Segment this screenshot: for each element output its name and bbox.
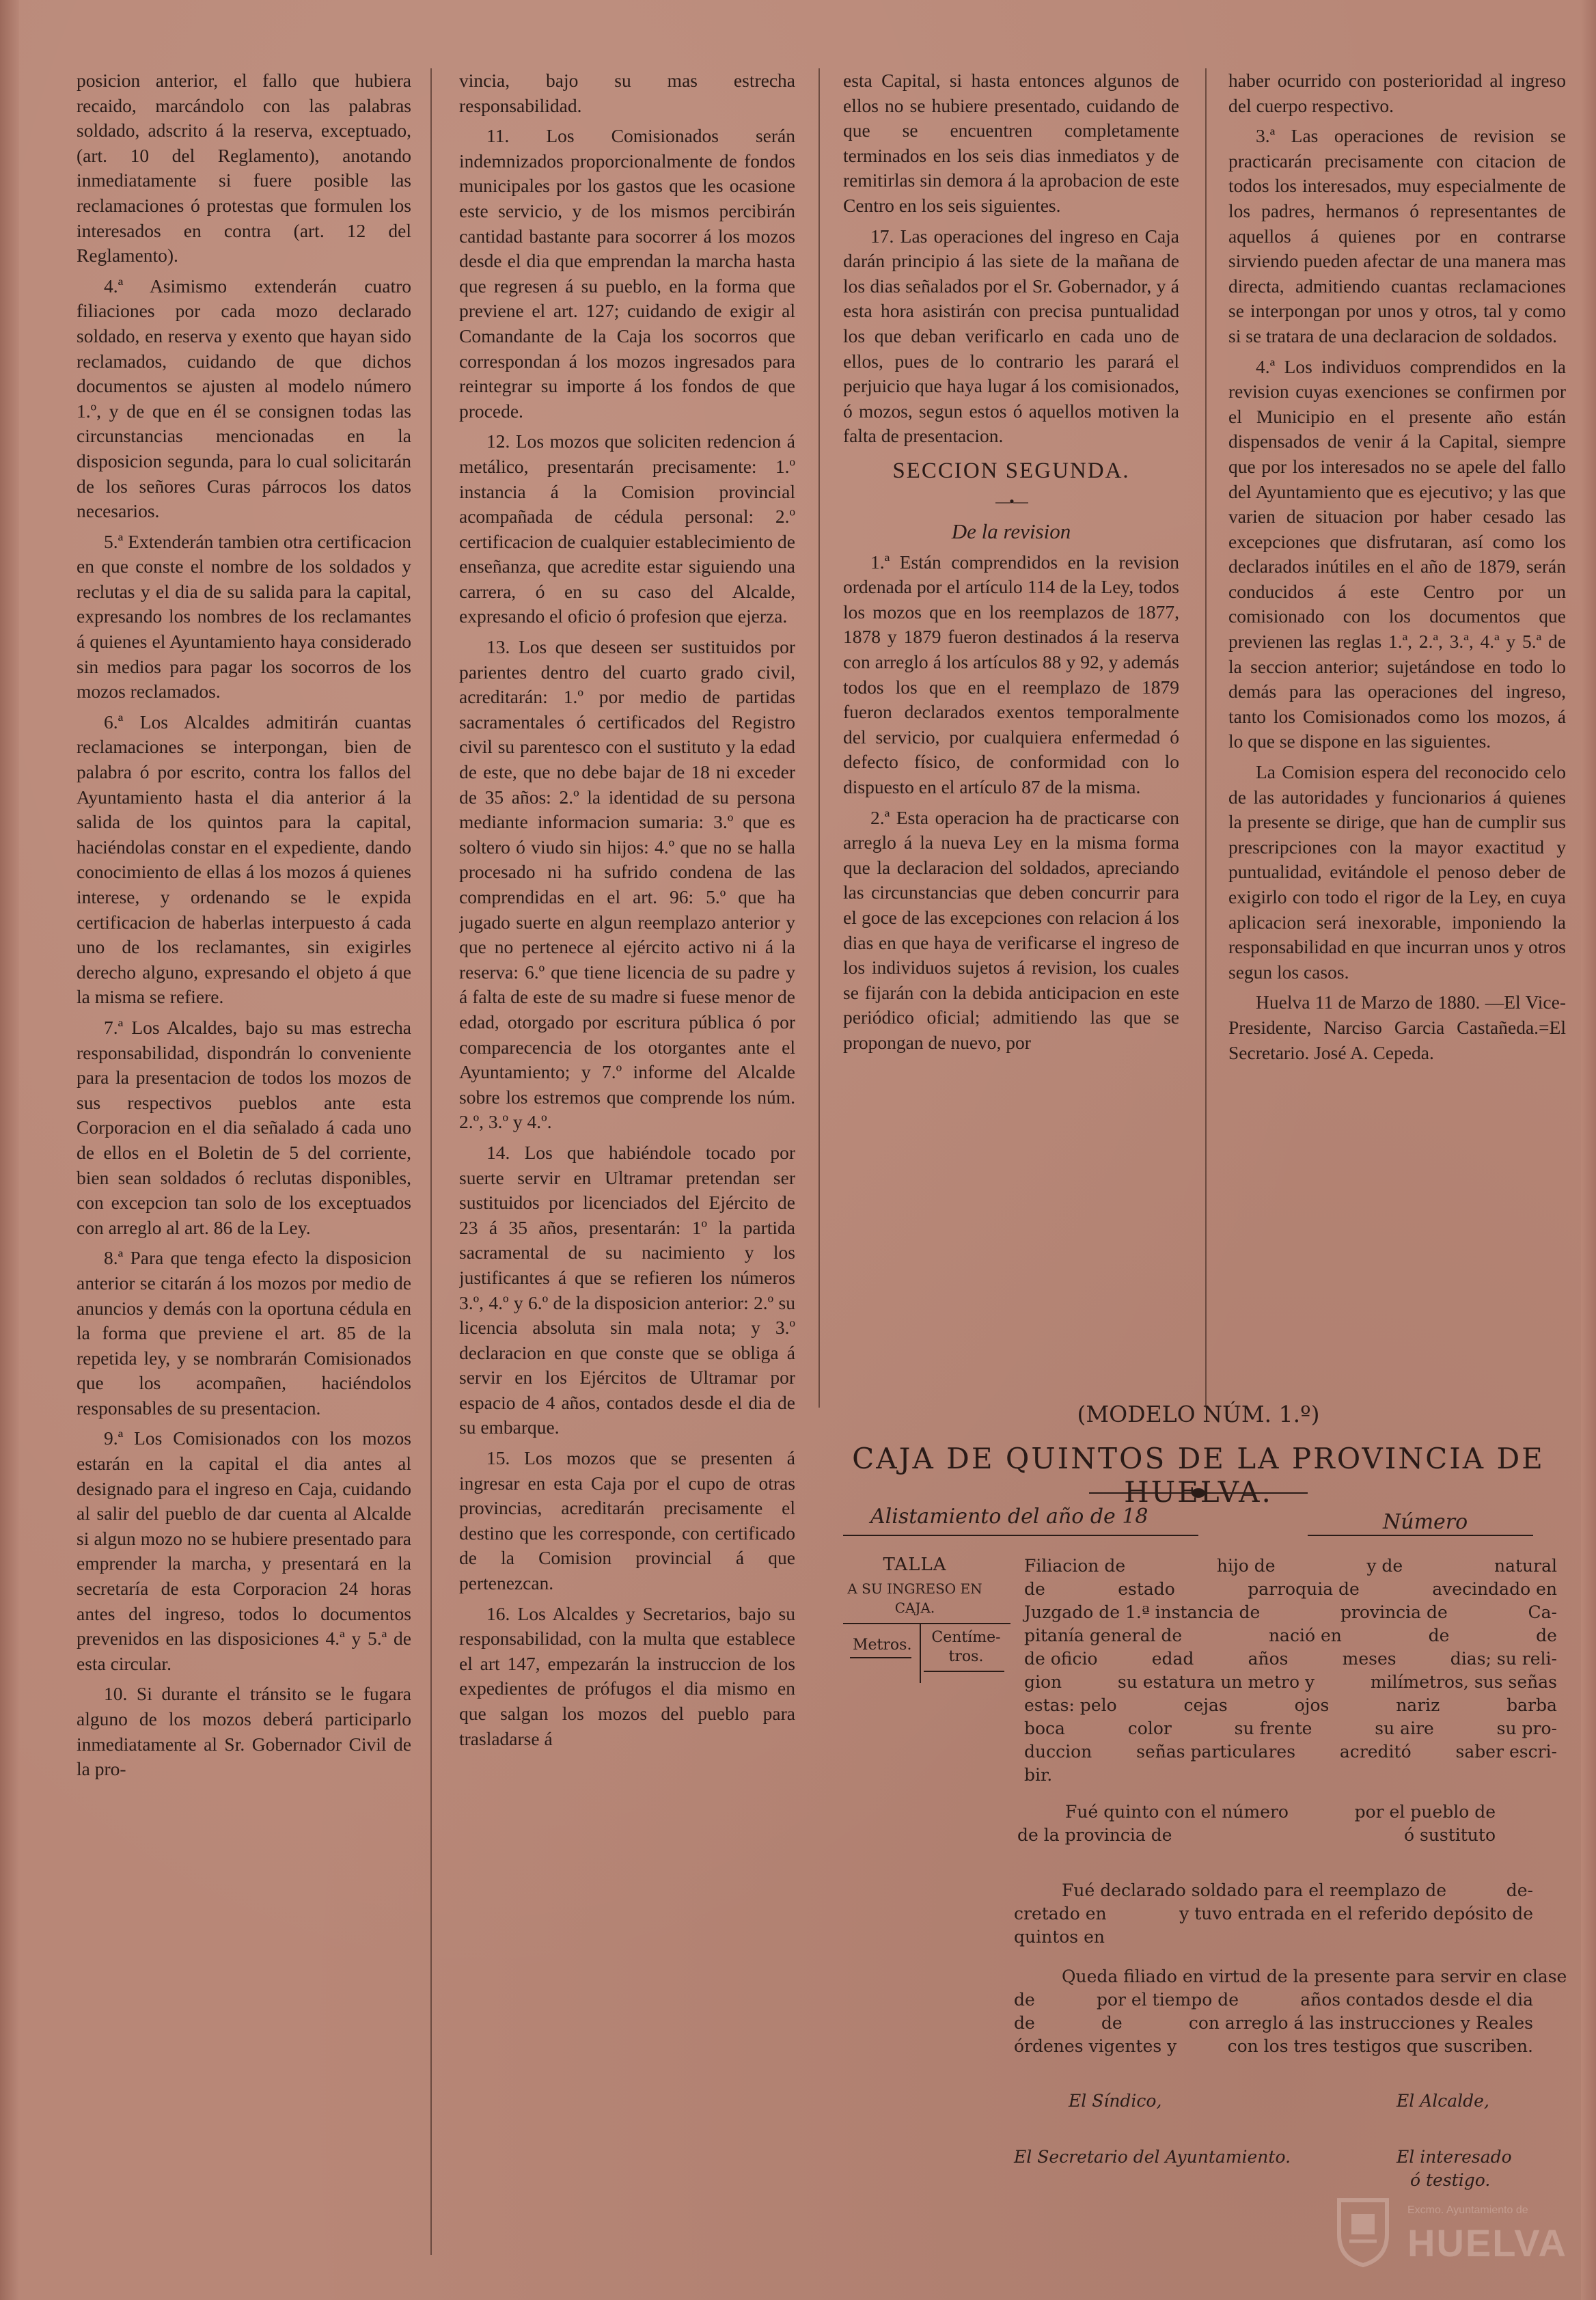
form-fragment: y de bbox=[1366, 1556, 1403, 1576]
form-fragment: cejas bbox=[1183, 1695, 1228, 1715]
column-divider bbox=[430, 68, 432, 2255]
form-fragment: de bbox=[1024, 1579, 1045, 1599]
form-fragment: de la provincia de bbox=[1017, 1825, 1172, 1845]
form-fragment: su estatura un metro y bbox=[1117, 1672, 1315, 1692]
paragraph: 16. Los Alcaldes y Secretarios, bajo su responsabilidad, con la multa que establece el art 147, empezarán la instruccion de los expedientes de prófugos el dia mismo en que salgan los mozos del pueblo para trasladarse á bbox=[459, 1602, 795, 1749]
form-fragment: años contados desde el dia bbox=[1300, 1990, 1533, 2010]
form-fragment: meses bbox=[1342, 1649, 1396, 1669]
form-fragment: con los tres testigos que suscriben. bbox=[1227, 2036, 1533, 2056]
form-line bbox=[1024, 1578, 1557, 1601]
form-fragment: acreditó bbox=[1339, 1742, 1412, 1762]
page-edge-right bbox=[1581, 0, 1596, 2300]
text-column-1 bbox=[77, 68, 411, 2255]
form-fragment: milímetros, sus señas bbox=[1370, 1672, 1557, 1692]
paragraph: 15. Los mozos que se presenten á ingresar en esta Caja por el cupo de otras provincias, acreditarán precisamente el destino que les corresponde, con certificado de la Comision provincial á que pertenezcan. bbox=[459, 1447, 795, 1594]
column-divider bbox=[1205, 68, 1207, 1408]
form-fragment: y tuvo entrada en el referido depósito de bbox=[1179, 1904, 1533, 1923]
numero-label: Número bbox=[1383, 1510, 1468, 1534]
form-fragment: boca bbox=[1024, 1719, 1065, 1738]
form-fragment: de oficio bbox=[1024, 1649, 1098, 1669]
form-fragment: de bbox=[1014, 2013, 1035, 2033]
form-fragment: hijo de bbox=[1216, 1556, 1276, 1576]
form-line bbox=[1024, 1717, 1557, 1740]
fill-line bbox=[1308, 1535, 1533, 1536]
table-rule bbox=[920, 1624, 921, 1683]
form-fragment: saber escri- bbox=[1455, 1742, 1557, 1762]
form-line bbox=[1024, 1555, 1557, 1578]
paragraph: 4.ª Los individuos comprendidos en la revision cuyas exenciones se confirmen por el Municipio en el presente año están dispensados de venir á la Capital, siempre que por los interesados no se apele del fallo del Ayuntamiento que es ejecutivo; y las que varien de situacion por haber cesado las excepciones que disfrutaran, así como los declarados inútiles en el año de 1879, serán conducidos á este Centro por un comisionado con los documentos que previenen las reglas 1.ª, 2.ª, 3.ª, 4.ª y 5.ª de la seccion anterior; sujetándose en todo lo demás para las operaciones del ingreso, tanto los Comisionados como los mozos, á lo que se dispone en las siguientes. bbox=[1228, 355, 1566, 752]
centimetros-line-2: tros. bbox=[948, 1648, 984, 1665]
form-fragment: de bbox=[1428, 1626, 1450, 1645]
watermark-text: HUELVA bbox=[1407, 2221, 1567, 2264]
form-line bbox=[1014, 2012, 1533, 2035]
text-column-3 bbox=[843, 68, 1179, 1401]
form-fragment: de bbox=[1014, 1990, 1035, 2010]
section-ornament: —•— bbox=[995, 492, 1027, 510]
form-fragment: su aire bbox=[1375, 1719, 1434, 1738]
paragraph: 10. Si durante el tránsito se le fugara alguno de los mozos deberá participarlo inmediatamente al Sr. Gobernador Civil de la pro- bbox=[77, 1683, 411, 1780]
talla-sub-line-1: A SU INGRESO EN bbox=[847, 1580, 982, 1597]
ornament-divider bbox=[1089, 1488, 1308, 1498]
form-fragment: bir. bbox=[1024, 1765, 1053, 1785]
section-subheading: De la revision bbox=[951, 519, 1071, 544]
filiacion-form-model bbox=[829, 1401, 1567, 2255]
form-fragment: ojos bbox=[1294, 1695, 1330, 1715]
column-divider bbox=[818, 68, 820, 1408]
form-line bbox=[1017, 1801, 1496, 1824]
page-edge-left bbox=[0, 0, 19, 2300]
form-fragment: años bbox=[1248, 1649, 1289, 1669]
form-fragment: de bbox=[1101, 2013, 1123, 2033]
form-line bbox=[1024, 1624, 1557, 1647]
form-line bbox=[1014, 2035, 1533, 2058]
text-column-2 bbox=[459, 68, 795, 2255]
form-fragment: parroquia de bbox=[1248, 1579, 1360, 1599]
form-fragment: avecindado en bbox=[1432, 1579, 1557, 1599]
talla-subheading bbox=[843, 1579, 987, 1617]
paragraph: esta Capital, si hasta entonces algunos de ellos no se hubiere presentado, cuidando de que se encuentren completamente terminados en los seis dias inmediatos y de remitirlas sin demora á la aprobacion de este Centro en los seis siguientes. bbox=[843, 70, 1179, 216]
form-fragment: quintos en bbox=[1014, 1927, 1105, 1947]
form-fragment: órdenes vigentes y bbox=[1014, 2036, 1177, 2056]
metros-label: Metros. bbox=[853, 1637, 912, 1654]
form-fragment: su frente bbox=[1234, 1719, 1312, 1738]
form-line bbox=[1024, 1740, 1557, 1764]
form-line bbox=[1014, 1988, 1533, 2012]
paragraph: 13. Los que deseen ser sustituidos por parientes dentro del cuarto grado civil, acreditarán: 1.º por medio de partidas sacramentales ó certificados del Registro civil su parentesco con el sustituto y la edad de este, que no debe bajar de 18 ni exceder de 35 años: 2.º la identidad de su persona mediante informacion sumaria: 3.º que es soltero ó viudo sin hijos: 4.º que no se halla procesado ni ha sufrido condena de las comprendidas en el art. 96: 5.º que ha jugado suerte en algun reemplazo anterior y que no pertenece al ejército activo ni á la reserva: 6.º que tiene licencia de su padre y á falta de este de su madre si fuese menor de edad, otorgado por escritura pública ó por comparecencia de los otorgantes ante el Ayuntamiento; y 7.º informe del Alcalde sobre los estremos que comprende los núm. 2.º, 3.º y 4.º. bbox=[459, 636, 795, 1133]
paragraph: 8.ª Para que tenga efecto la disposicion anterior se citarán á los mozos por medio de anuncios y demás con la oportuna cédula en la forma que previene el art. 85 de la repetida ley, y se nombrarán Comisionados que los acompañen, haciéndolos responsables de su presentacion. bbox=[77, 1247, 411, 1419]
model-number-label: (MODELO NÚM. 1.º) bbox=[1077, 1401, 1320, 1427]
paragraph: 11. Los Comisionados serán indemnizados proporcionalmente de fondos municipales por los gastos que les ocasione este servicio, y de los mismos percibirán cantidad bastante para socorrer á los mozos desde el dia que emprendan la marcha hasta que regresen á su pueblo, en la forma que previene el art. 127; cuidando de exigir al Comandante de la Caja los socorros que correspondan á los mozos ingresados para reintegrar su importe á los fondos de que procede. bbox=[459, 125, 795, 422]
paragraph: 6.ª Los Alcaldes admitirán cuantas reclamaciones se interpongan, bien de palabra ó por escrito, contra los fallos del Ayuntamiento hasta el dia anterior á la salida de los quintos para la capital, haciéndolas constar en el expediente, dando conocimiento de ellas á los mozos á quienes interese, y ordenando se le expida certificacion de haberlas interpuesto á cada uno de los reclamantes, sin exigirles derecho alguno, expresando el objeto á que la misma se refiere. bbox=[77, 711, 411, 1008]
table-rule bbox=[843, 1623, 1010, 1624]
form-fragment: Queda filiado en virtud de la presente para servir en clase bbox=[1062, 1967, 1567, 1986]
secretario-signature-label: El Secretario del Ayuntamiento. bbox=[1014, 2147, 1291, 2167]
paragraph: posicion anterior, el fallo que hubiera recaido, marcándolo con las palabras soldado, adscrito á la reserva, exceptuado, (art. 10 del Reglamento), anotando inmediatamente si fuere posible las reclamaciones ó protestas que formulen los interesados en contra (art. 12 del Reglamento). bbox=[77, 70, 411, 266]
city-shield-icon bbox=[1332, 2193, 1394, 2269]
form-fragment: gion bbox=[1024, 1672, 1062, 1692]
archive-watermark bbox=[1319, 2173, 1565, 2282]
watermark-subtext: Excmo. Ayuntamiento de bbox=[1407, 2204, 1528, 2216]
fill-line bbox=[924, 1671, 1004, 1672]
talla-sub-line-2: CAJA. bbox=[894, 1600, 935, 1616]
centimetros-line-1: Centíme- bbox=[931, 1629, 1001, 1646]
paragraph: 12. Los mozos que soliciten redencion á metálico, presentarán precisamente: 1.º instancia á la Comision provincial acompañada de cédula personal: 2.º certificacion de cualquier establecimiento de enseñanza, que acredite estar siguiendo una carrera, ó en su caso del Alcalde, expresando el oficio ó profesion que ejerza. bbox=[459, 430, 795, 627]
form-line bbox=[1024, 1694, 1557, 1717]
testigo-signature-label: ó testigo. bbox=[1410, 2170, 1491, 2190]
section-heading: SECCION SEGUNDA. bbox=[892, 458, 1130, 483]
form-fragment: su pro- bbox=[1496, 1719, 1557, 1738]
form-fragment: dias; su reli- bbox=[1450, 1649, 1557, 1669]
form-fragment: por el tiempo de bbox=[1096, 1990, 1239, 2010]
form-line bbox=[1024, 1647, 1557, 1671]
form-fragment: nació en bbox=[1268, 1626, 1342, 1645]
form-fragment: señas particulares bbox=[1136, 1742, 1296, 1762]
centimetros-label bbox=[925, 1628, 1007, 1667]
talla-heading: TALLA bbox=[883, 1555, 947, 1575]
form-fragment: nariz bbox=[1396, 1695, 1440, 1715]
form-line bbox=[1014, 1965, 1567, 1988]
form-fragment: estado bbox=[1118, 1579, 1175, 1599]
form-fragment: duccion bbox=[1024, 1742, 1092, 1762]
form-fragment: ó sustituto bbox=[1403, 1825, 1496, 1845]
alcalde-signature-label: El Alcalde, bbox=[1396, 2091, 1489, 2111]
form-title: CAJA DE QUINTOS DE LA PROVINCIA DE bbox=[852, 1442, 1545, 1475]
paragraph: 1.ª Están comprendidos en la revision ordenada por el artículo 114 de la Ley, todos los mozos que en los reemplazos de 1877, 1878 y 1879 fueron destinados á la reserva con arreglo á los artículos 88 y 92, y además todos los que en el reemplazo de 1879 fueron declarados exentos temporalmente del servicio, por cualquiera enfermedad ó defecto físico, de conformidad con lo dispuesto en el artículo 87 de la misma. bbox=[843, 551, 1179, 798]
form-fragment: de bbox=[1536, 1626, 1557, 1645]
form-fragment: natural bbox=[1494, 1556, 1557, 1576]
sindico-signature-label: El Síndico, bbox=[1069, 2091, 1162, 2111]
paragraph: 14. Los que habiéndole tocado por suerte servir en Ultramar pretendan ser sustituidos por licenciados del Ejército de 23 á 35 años, presentarán: 1º la partida sacramental de su nacimiento y los justificantes á que se refieren los números 3.º, 4.º y 6.º de la disposicion anterior: 2.º su licencia absoluta sin mala nota; y 3.º declaracion en que conste que se obliga á servir en los Ejércitos de Ultramar por espacio de 4 años, contados desde el dia de su embarque. bbox=[459, 1141, 795, 1438]
form-line bbox=[1024, 1671, 1557, 1694]
paragraph: haber ocurrido con posterioridad al ingreso del cuerpo respectivo. bbox=[1228, 70, 1566, 116]
form-fragment: edad bbox=[1151, 1649, 1194, 1669]
form-fragment: de- bbox=[1506, 1880, 1533, 1900]
paragraph: 3.ª Las operaciones de revision se practicarán precisamente con citacion de todos los interesados, muy especialmente de los padres, hermanos ó representantes de aquellos á quienes por en contrarse sirviendo pueden afectar de una manera mas directa, admitiendo cuantas reclamaciones se interpongan por unos y otros, tal y como si se tratara de una declaracion de soldados. bbox=[1228, 125, 1566, 346]
paragraph: 4.ª Asimismo extenderán cuatro filiaciones por cada mozo declarado soldado, en reserva y exento que hayan sido reclamados, cuidando de que dichos documentos se ajusten al modelo número 1.º, y de que en él se consignen todas las circunstancias mencionadas en la disposicion segunda, para lo cual solicitarán de los señores Curas párrocos los datos necesarios. bbox=[77, 275, 411, 522]
form-fragment: Juzgado de 1.ª instancia de bbox=[1024, 1602, 1261, 1622]
paragraph: 17. Las operaciones del ingreso en Caja darán principio á las siete de la mañana de los dias señalados por el Sr. Gobernador, y á esta hora asistirán con precisa puntualidad los que deban verificarlo en cada uno de ellos, pues de lo contrario les parará el perjuicio que haya lugar á los comisionados, ó mozos, segun estos ó aquellos motiven la falta de presentacion. bbox=[843, 225, 1179, 447]
form-fragment: Ca- bbox=[1528, 1602, 1557, 1622]
form-fragment: Fué quinto con el número bbox=[1065, 1802, 1289, 1822]
fill-line bbox=[850, 1657, 911, 1658]
form-line bbox=[1014, 1926, 1533, 1949]
form-line bbox=[1014, 1879, 1533, 1902]
form-fragment: barba bbox=[1506, 1695, 1557, 1715]
paragraph: 7.ª Los Alcaldes, bajo su mas estrecha responsabilidad, dispondrán lo conveniente para la presentacion de todos los mozos de sus respectivos pueblos ante esta Corporacion en el dia señalado á cada uno de ellos en el Boletin de 5 del corriente, bien sean soldados ó reclutas disponibles, con excepcion tan solo de los exceptuados con arreglo al art. 86 de la Ley. bbox=[77, 1016, 411, 1238]
paragraph: vincia, bajo su mas estrecha responsabilidad. bbox=[459, 70, 795, 116]
fill-line bbox=[843, 1535, 1198, 1536]
form-fragment: cretado en bbox=[1014, 1904, 1107, 1923]
form-fragment: provincia de bbox=[1340, 1602, 1448, 1622]
form-line bbox=[1017, 1824, 1496, 1847]
paragraph: 2.ª Esta operacion ha de practicarse con arreglo á la nueva Ley en la misma forma que la declaracion del soldados, apreciando las circunstancias que deben concurrir para el goce de las excepciones con relacion á los dias en que haya de verificarse el ingreso de los individuos sujetos á revision, los cuales se fijarán con la debida anticipacion en este periódico oficial; admitiendo las que se propongan de nuevo, por bbox=[843, 806, 1179, 1053]
alistamiento-label: Alistamiento del año de 18 bbox=[870, 1505, 1148, 1529]
form-fragment: Filiacion de bbox=[1024, 1556, 1126, 1576]
form-fragment: estas: pelo bbox=[1024, 1695, 1117, 1715]
form-line bbox=[1024, 1601, 1557, 1624]
form-fragment: por el pueblo de bbox=[1354, 1802, 1496, 1822]
paragraph: 9.ª Los Comisionados con los mozos estarán en la capital el dia antes al designado para el ingreso en Caja, cuidando al salir del pueblo de dar cuenta al Alcalde si algun mozo no se hubiere presentado para emprender la marcha, y presentará en la secretaría de esta Corporacion 24 horas antes del ingreso, todos lo documentos prevenidos en las disposiciones 4.ª y 5.ª de esta circular. bbox=[77, 1427, 411, 1674]
paragraph: La Comision espera del reconocido celo de las autoridades y funcionarios á quienes la presente se dirige, que han de cumplir sus prescripciones con la mayor exactitud y puntualidad, evitándole el penoso deber de exigirlo con todo el rigor de la Ley, en cuya aplicacion será inexorable, imponiendo la responsabilidad en que incurran unos y otros segun los casos. bbox=[1228, 761, 1566, 983]
talla-box bbox=[843, 1555, 1010, 1719]
form-fragment: color bbox=[1127, 1719, 1172, 1738]
form-fragment: pitanía general de bbox=[1024, 1626, 1183, 1645]
form-line bbox=[1014, 1902, 1533, 1926]
paragraph: 5.ª Extenderán tambien otra certificacion en que conste el nombre de los soldados y reclutas y el dia de su salida para la capital, expresando los nombres de los reclamantes á quienes el Ayuntamiento haya considerado sin medios para pagar los socorros de los mozos reclamados. bbox=[77, 530, 411, 702]
paragraph: Huelva 11 de Marzo de 1880. —El Vice-Presidente, Narciso Garcia Castañeda.=El Secretario. José A. Cepeda. bbox=[1228, 991, 1566, 1063]
form-fragment: Fué declarado soldado para el reemplazo de bbox=[1062, 1880, 1447, 1900]
form-fragment: con arreglo á las instrucciones y Reales bbox=[1188, 2013, 1533, 2033]
interesado-signature-label: El interesado bbox=[1396, 2147, 1512, 2167]
text-column-4 bbox=[1228, 68, 1566, 1401]
form-line bbox=[1024, 1764, 1557, 1787]
